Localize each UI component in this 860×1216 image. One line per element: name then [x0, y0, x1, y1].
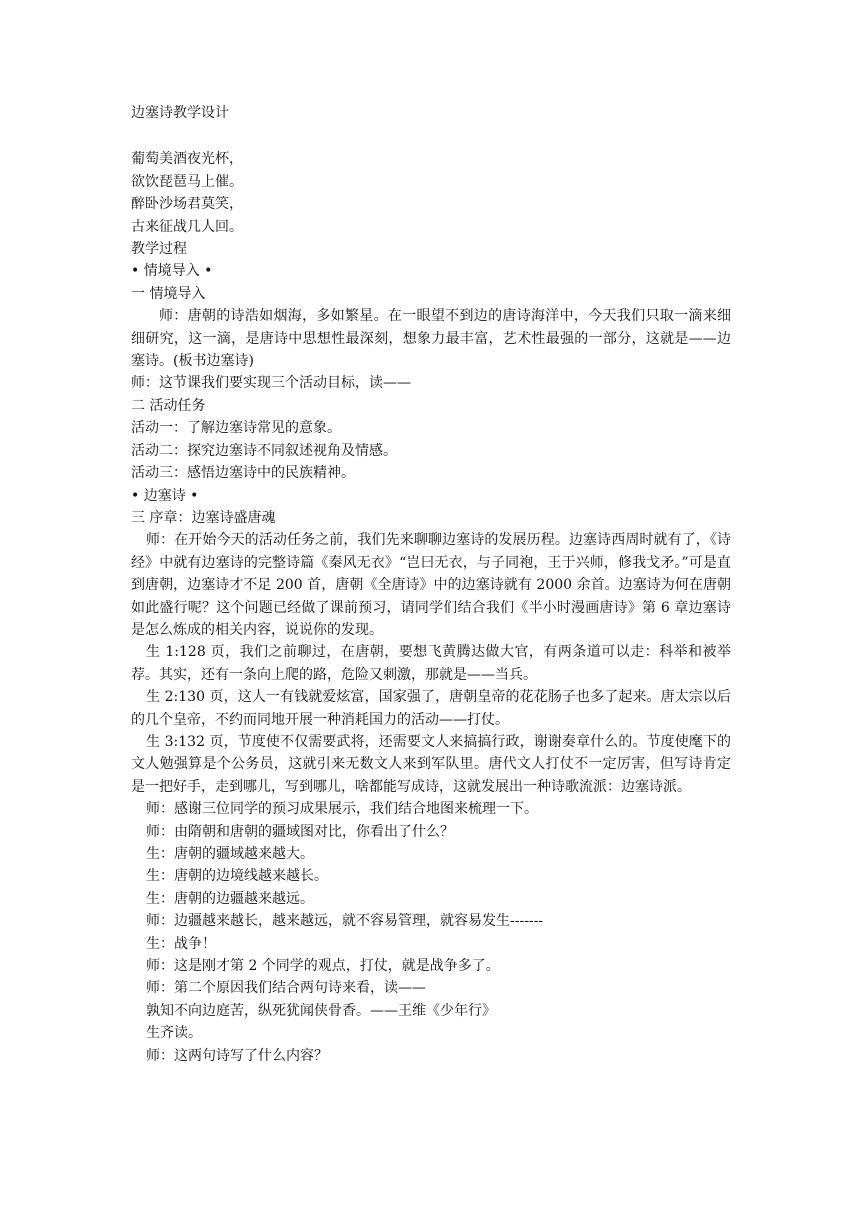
- poem-line: 欲饮琵琶马上催。: [131, 173, 243, 190]
- activity-item: 活动二：探究边塞诗不同叙述视角及情感。: [131, 442, 397, 459]
- goals-line: 师：这节课我们要实现三个活动目标，读——: [131, 375, 411, 392]
- bullet-heading-intro: • 情境导入 •: [131, 263, 213, 280]
- section-heading-3: 三 序章：边塞诗盛唐魂: [131, 509, 276, 526]
- dialogue-line: 生：唐朝的疆域越来越大。: [146, 846, 314, 862]
- dialogue-line: 师：由隋朝和唐朝的疆域图对比，你看出了什么？: [146, 823, 454, 840]
- quoted-poem-line: 孰知不向边庭苦，纵死犹闻侠骨香。——王维《少年行》: [146, 1002, 496, 1019]
- dialogue-line: 师：感谢三位同学的预习成果展示，我们结合地图来梳理一下。: [146, 801, 538, 818]
- student-1-paragraph: 生 1:128 页，我们之前聊过，在唐朝，要想飞黄腾达做大官，有两条道可以走：科举和被举荐。其实，还有一条向上爬的路，危险又刺激，那就是——当兵。: [131, 644, 731, 683]
- process-heading: 教学过程: [131, 241, 187, 258]
- student-3-paragraph: 生 3:132 页，节度使不仅需要武将，还需要文人来搞搞行政，谢谢奏章什么的。节度使麾下的文人勉强算是个公务员，这就引来无数文人来到军队里。唐代文人打仗不一定厉害，但写诗肯定是一把好手，走到哪儿，写到哪儿，啥都能写成诗，这就发展出一种诗歌流派：边塞诗派。: [131, 733, 731, 795]
- poem-line: 醉卧沙场君莫笑，: [131, 196, 243, 213]
- dialogue-line: 生：唐朝的边境线越来越长。: [146, 868, 328, 885]
- activity-item: 活动三：感悟边塞诗中的民族精神。: [131, 465, 355, 482]
- poem-line: 古来征战几人回。: [131, 218, 243, 235]
- opening-poem: [131, 148, 731, 238]
- dialogue-line: 生：唐朝的边疆越来越远。: [146, 890, 314, 907]
- student-2-paragraph: 生 2:130 页，这人一有钱就爱炫富，国家强了，唐朝皇帝的花花肠子也多了起来。唐太宗以后的几个皇帝，不约而同地开展一种消耗国力的活动——打仗。: [131, 689, 731, 728]
- dialogue-line: 生齐读。: [146, 1025, 202, 1042]
- dialogue-line: 师：这两句诗写了什么内容？: [146, 1047, 328, 1064]
- poem-line: 葡萄美酒夜光杯，: [131, 151, 243, 168]
- dialogue-line: 生：战争！: [146, 935, 216, 952]
- section-heading-1: 一 情境导入: [131, 285, 206, 302]
- intro-paragraph: 师：唐朝的诗浩如烟海，多如繁星。在一眼望不到边的唐诗海洋中，今天我们只取一滴来细细研究，这一滴，是唐诗中思想性最深刻，想象力最丰富，艺术性最强的一部分，这就是——边塞诗。(板书边塞诗): [131, 308, 731, 370]
- document-body: [131, 102, 731, 1067]
- dialogue-line: 师：这是刚才第 2 个同学的观点，打仗，就是战争多了。: [146, 958, 500, 975]
- dialogue-line: 师：第二个原因我们结合两句诗来看，读——: [146, 980, 426, 997]
- activity-list: [131, 417, 731, 484]
- section-heading-2: 二 活动任务: [131, 397, 206, 414]
- bullet-heading-frontier: • 边塞诗 •: [131, 487, 199, 504]
- history-paragraph: 师：在开始今天的活动任务之前，我们先来聊聊边塞诗的发展历程。边塞诗西周时就有了，《诗经》中就有边塞诗的完整诗篇《秦风无衣》“岂曰无衣，与子同袍，王于兴师，修我戈矛。”可是直到唐朝，边塞诗才不足 200 首，唐朝《全唐诗》中的边塞诗就有 2000 余首。边塞诗为何在唐朝如此盛行呢？这个问题已经做了课前预习，请同学们结合我们《半小时漫画唐诗》第 6 章边塞诗是怎么炼成的相关内容，说说你的发现。: [131, 532, 731, 638]
- dialogue-list: [131, 798, 731, 1067]
- document-title: 边塞诗教学设计: [131, 105, 229, 121]
- activity-item: 活动一：了解边塞诗常见的意象。: [131, 420, 341, 437]
- dialogue-line: 师：边疆越来越长，越来越远，就不容易管理，就容易发生-------: [146, 913, 544, 930]
